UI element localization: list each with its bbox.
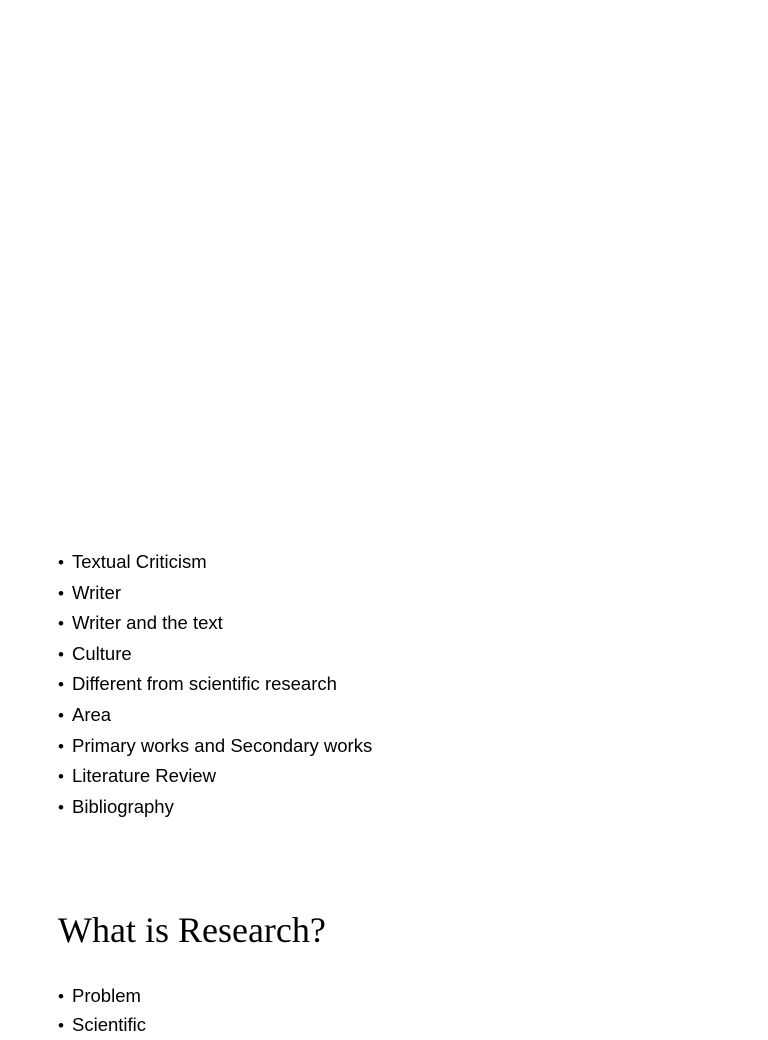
list-item — [58, 792, 372, 823]
list-item — [58, 547, 372, 578]
list-item-text: Bibliography — [72, 795, 174, 817]
list-item-text: Different from scientific research — [72, 673, 337, 695]
bullet-icon: • — [58, 987, 64, 1006]
list-item — [58, 639, 372, 670]
list-item — [58, 608, 372, 639]
bullet-icon: • — [58, 644, 64, 664]
topics-list — [58, 547, 372, 822]
list-item — [58, 981, 146, 1010]
list-item-text: Textual Criticism — [72, 551, 207, 572]
bullet-icon: • — [58, 614, 64, 634]
bullet-icon: • — [58, 675, 64, 695]
bullet-icon: • — [58, 797, 64, 817]
list-item-text: Writer and the text — [72, 612, 223, 634]
bullet-icon: • — [58, 553, 64, 572]
list-item-text: Writer — [72, 581, 121, 603]
bullet-icon: • — [58, 1016, 64, 1035]
bullet-icon: • — [58, 583, 64, 603]
list-item — [58, 731, 372, 762]
list-item-text: Primary works and Secondary works — [72, 734, 373, 756]
list-item — [58, 669, 372, 700]
bullet-icon: • — [58, 705, 64, 725]
section-list — [58, 981, 146, 1039]
bullet-icon: • — [58, 767, 64, 787]
bullet-icon: • — [58, 736, 64, 756]
list-item — [58, 761, 372, 792]
list-item — [58, 578, 372, 609]
list-item — [58, 1010, 146, 1039]
list-item-text: Problem — [72, 985, 141, 1006]
list-item-text: Scientific — [72, 1014, 147, 1035]
list-item-text: Culture — [72, 642, 132, 664]
list-item-text: Literature Review — [72, 765, 216, 787]
section-heading: What is Research? — [58, 910, 326, 950]
list-item — [58, 700, 372, 731]
list-item-text: Area — [72, 703, 112, 725]
